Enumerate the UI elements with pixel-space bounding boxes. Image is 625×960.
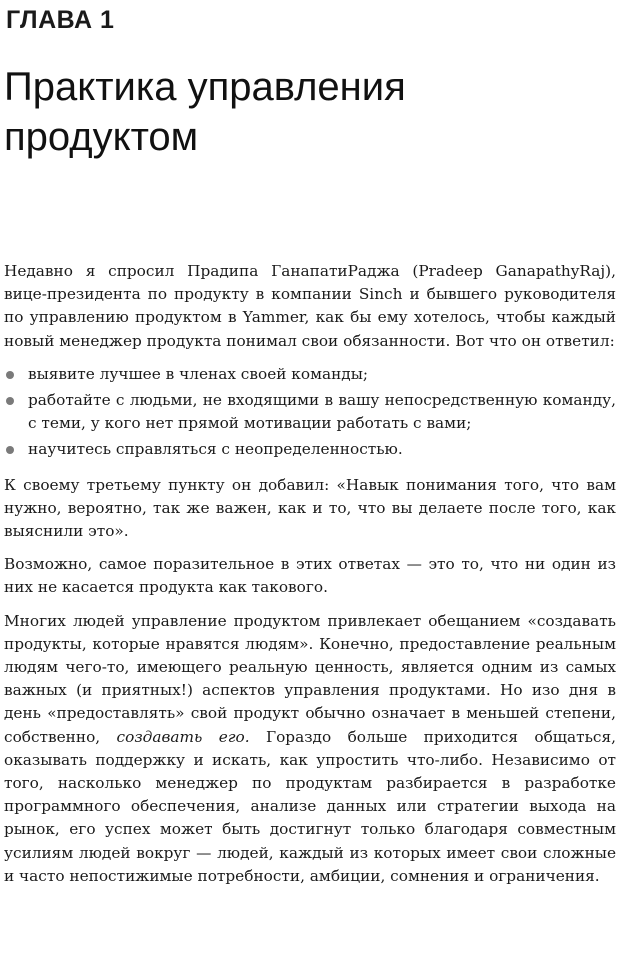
list-item-text: работайте с людьми, не входящими в вашу непосредственную команду, с теми, у кого нет прямой мотивации работать с вами; xyxy=(28,391,616,433)
chapter-title: Практика управления продуктом xyxy=(4,65,406,159)
bullet-icon xyxy=(6,446,14,454)
bullet-icon xyxy=(6,397,14,405)
answers-list xyxy=(4,363,616,462)
list-item xyxy=(4,363,616,386)
observation-paragraph: Возможно, самое поразительное в этих ответах — это то, что ни один из них не касается продукта как такового. xyxy=(4,555,616,597)
quote-paragraph: К своему третьему пункту он добавил: «Навык понимания того, что вам нужно, вероятно, так же важен, как и то, что вы делаете после того, как выяснили это». xyxy=(4,475,616,541)
main-paragraph-part1: Многих людей управление продуктом привлекает обещанием «создавать продукты, которые нравятся людям». Конечно, предоставление реальным людям чего-то, имеющего реальную ценность, является одним из самых важных (и приятных!) аспектов управления продуктами. Но изо дня в день «предоставлять» свой продукт обычно означает в меньшей степени, собственно, xyxy=(4,611,616,746)
main-paragraph-emphasis: создавать его. xyxy=(116,727,250,746)
list-item xyxy=(4,389,616,435)
intro-paragraph: Недавно я спросил Прадипа ГанапатиРаджа (Pradeep GanapathyRaj), вице-президента по продукту в компании Sinch и бывшего руководителя по управлению продуктом в Yammer, как бы ему хотелось, чтобы каждый новый менеджер продукта понимал свои обязанности. Вот что он ответил: xyxy=(4,262,616,350)
main-paragraph-part2: Гораздо больше приходится общаться, оказывать поддержку и искать, как упростить что-либо. Независимо от того, насколько менеджер по продуктам разбирается в разработке программного обеспечения, анализе данных или стратегии выхода на рынок, его успех может быть достигнут только благодаря совместным усилиям людей вокруг — людей, каждый из которых имеет свои сложные и часто непостижимые потребности, амбиции, сомнения и ограничения. xyxy=(4,727,616,885)
list-item-text: выявите лучшее в членах своей команды; xyxy=(28,364,369,383)
main-paragraph xyxy=(4,610,616,888)
chapter-label: ГЛАВА 1 xyxy=(6,6,115,34)
list-item-text: научитесь справляться с неопределенностью. xyxy=(28,440,403,459)
bullet-icon xyxy=(6,371,14,379)
list-item xyxy=(4,438,616,461)
body-text xyxy=(4,260,616,898)
